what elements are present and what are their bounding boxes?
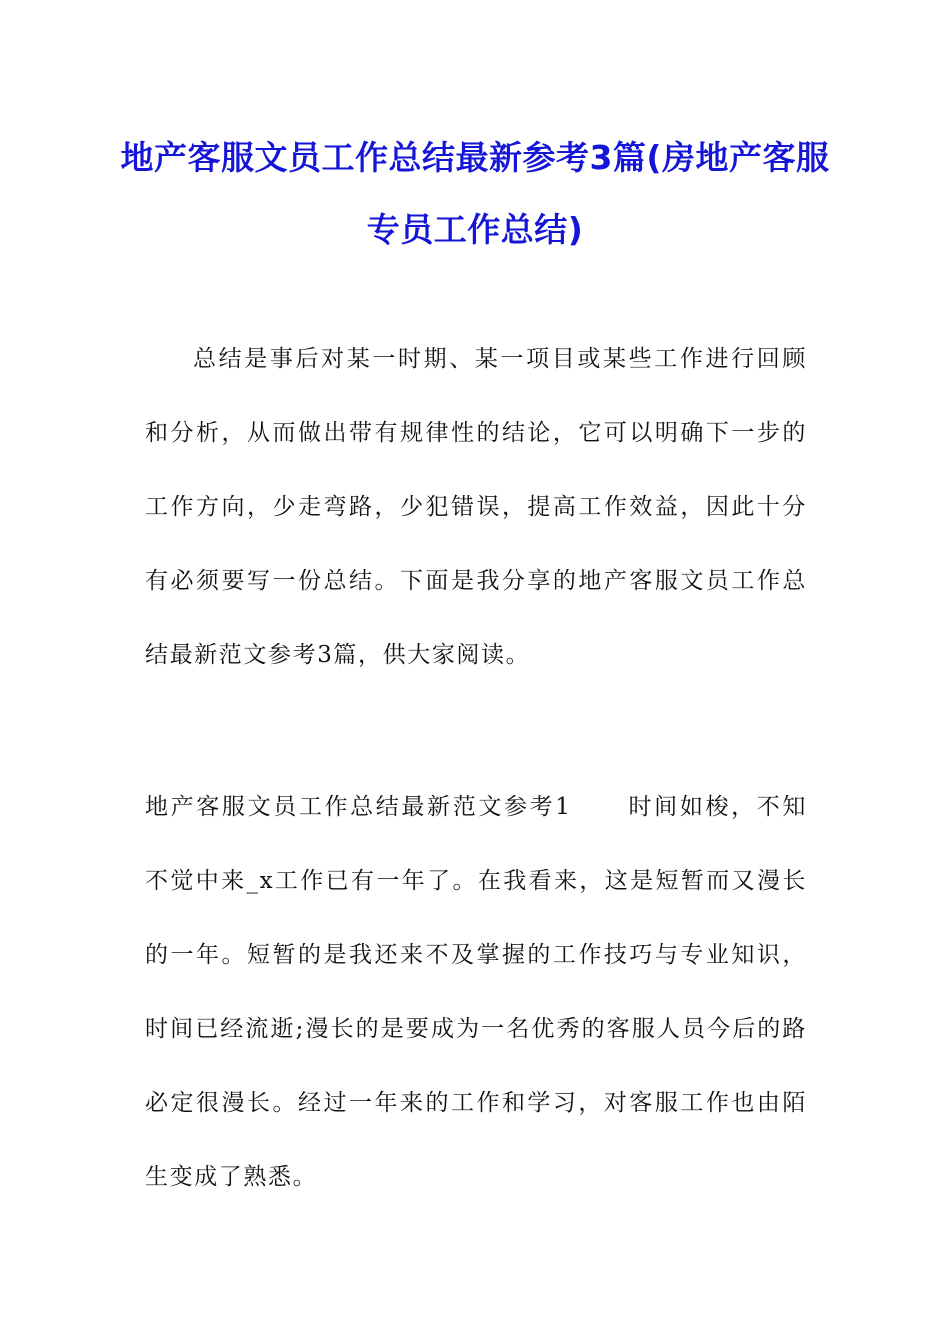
intro-paragraph: 总结是事后对某一时期、某一项目或某些工作进行回顾和分析，从而做出带有规律性的结论，它可以明确下一步的工作方向，少走弯路，少犯错误，提高工作效益，因此十分有必须要写一份总结。下面是我分享的地产客服文员工作总结最新范文参考3篇，供大家阅读。 — [145, 346, 807, 668]
essay-1-heading: 地产客服文员工作总结最新范文参考1 — [145, 794, 572, 820]
essay-1-body: 时间如梭，不知不觉中来_x工作已有一年了。在我看来，这是短暂而又漫长的一年。短暂的是我还来不及掌握的工作技巧与专业知识，时间已经流逝;漫长的是要成为一名优秀的客服人员今后的路必定很漫长。经过一年来的工作和学习，对客服工作也由陌生变成了熟悉。 — [145, 794, 807, 1190]
essay-1-paragraph — [145, 770, 807, 1214]
document-title: 地产客服文员工作总结最新参考3篇(房地产客服专员工作总结) — [120, 138, 830, 249]
